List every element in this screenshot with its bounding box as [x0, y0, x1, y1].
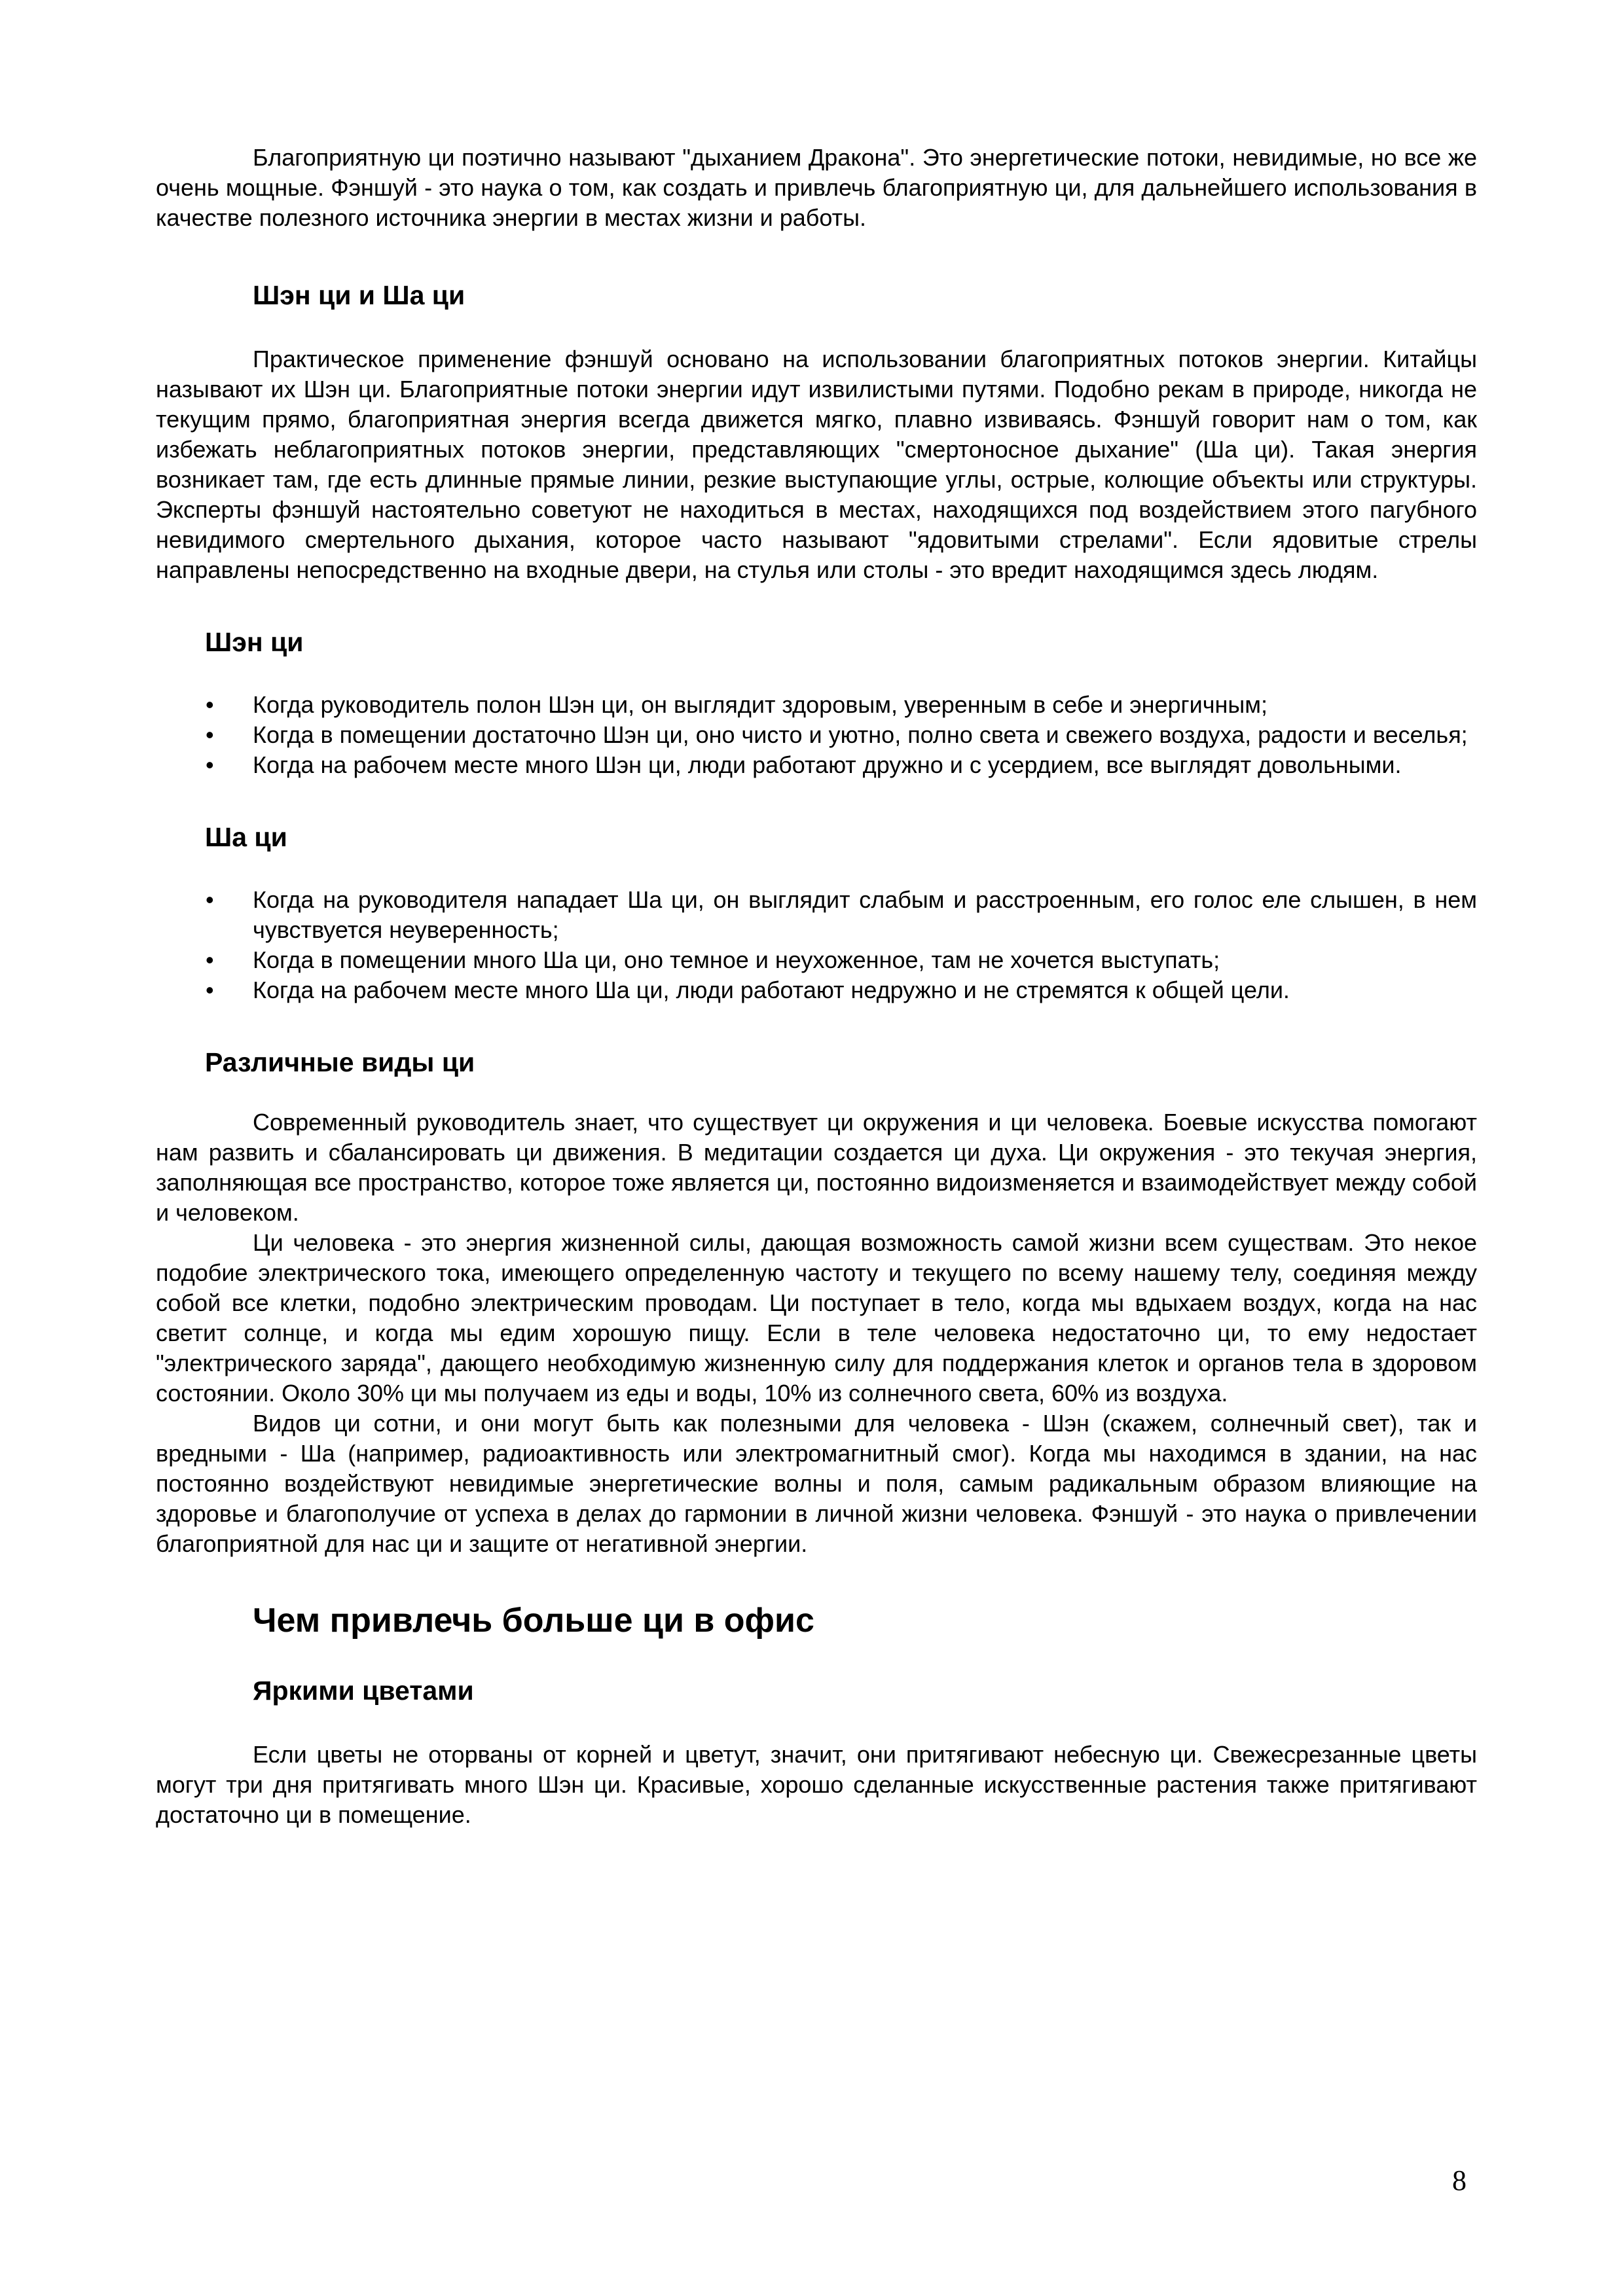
- list-item: [156, 690, 1477, 720]
- list-item-text: Когда в помещении достаточно Шэн ци, оно чисто и уютно, полно света и свежего воздуха, радости и веселья;: [253, 721, 1468, 748]
- kinds-paragraph-2: Ци человека - это энергия жизненной силы, дающая возможность самой жизни всем существам. Это некое подобие электрического тока, имеющего определенную частоту и текущего по всему нашему телу, соединяя между собой все клетки, подобно электрическим проводам. Ци поступает в тело, когда мы вдыхаем воздух, когда на нас светит солнце, и когда мы едим хорошую пищу. Если в теле человека недостаточно ци, то ему недостает "электрического заряда", дающего необходимую жизненную силу для поддержания клеток и органов тела в здоровом состоянии. Около 30% ци мы получаем из еды и воды, 10% из солнечного света, 60% из воздуха.: [156, 1229, 1477, 1407]
- kinds-paragraph-3: Видов ци сотни, и они могут быть как полезными для человека - Шэн (скажем, солнечный свет), так и вредными - Ша (например, радиоактивность или электромагнитный смог). Когда мы находимся в здании, на нас постоянно воздействуют невидимые энергетические волны и поля, самым радикальным образом влияющие на здоровье и благополучие от успеха в делах до гармонии в личной жизни человека. Фэншуй - это наука о привлечении благоприятной для нас ци и защите от негативной энергии.: [156, 1410, 1477, 1557]
- list-item: [156, 975, 1477, 1005]
- bullet-icon: •: [206, 977, 214, 1003]
- page-content: [156, 143, 1477, 1830]
- bullet-icon: •: [206, 886, 214, 913]
- heading-shen: Шэн ци: [205, 627, 304, 657]
- page-number: 8: [1452, 2164, 1467, 2197]
- heading-sha: Ша ци: [205, 822, 287, 852]
- bullet-icon: •: [206, 751, 214, 778]
- bullet-icon: •: [206, 946, 214, 973]
- heading-kinds: Различные виды ци: [205, 1047, 475, 1077]
- list-item-text: Когда на руководителя нападает Ша ци, он выглядит слабым и расстроенным, его голос еле слышен, в нем чувствуется неуверенность;: [253, 886, 1477, 943]
- list-item-text: Когда в помещении много Ша ци, оно темное и неухоженное, там не хочется выступать;: [253, 946, 1220, 973]
- kinds-paragraph-1: Современный руководитель знает, что существует ци окружения и ци человека. Боевые искусства помогают нам развить и сбалансировать ци движения. В медитации создается ци духа. Ци окружения - это текучая энергия, заполняющая все пространство, которое тоже является ци, постоянно видоизменяется и взаимодействует между собой и человеком.: [156, 1109, 1477, 1226]
- bullet-icon: •: [206, 691, 214, 718]
- bullet-icon: •: [206, 721, 214, 748]
- list-item-text: Когда на рабочем месте много Шэн ци, люди работают дружно и с усердием, все выглядят довольными.: [253, 751, 1402, 778]
- list-item: [156, 885, 1477, 945]
- sha-list: [156, 885, 1477, 1005]
- list-item: [156, 945, 1477, 975]
- kinds-text: [156, 1107, 1477, 1559]
- shen-sha-paragraph: Практическое применение фэншуй основано на использовании благоприятных потоков энергии. Китайцы называют их Шэн ци. Благоприятные потоки энергии идут извилистыми путями. Подобно рекам в природе, никогда не текущим прямо, благоприятная энергия всегда движется мягко, плавно извиваясь. Фэншуй говорит нам о том, как избежать неблагоприятных потоков энергии, представляющих "смертоносное дыхание" (Ша ци). Такая энергия возникает там, где есть длинные прямые линии, резкие выступающие углы, острые, колющие объекты или структуры. Эксперты фэншуй настоятельно советуют не находиться в местах, находящихся под воздействием этого пагубного невидимого смертельного дыхания, которое часто называют "ядовитыми стрелами". Если ядовитые стрелы направлены непосредственно на входные двери, на стулья или столы - это вредит находящимся здесь людям.: [156, 346, 1477, 583]
- list-item: [156, 720, 1477, 750]
- shen-list: [156, 690, 1477, 780]
- list-item: [156, 750, 1477, 780]
- colors-paragraph: Если цветы не оторваны от корней и цветут, значит, они притягивают небесную ци. Свежесрезанные цветы могут три дня притягивать много Шэн ци. Красивые, хорошо сделанные искусственные растения также притягивают достаточно ци в помещение.: [156, 1741, 1477, 1828]
- list-item-text: Когда руководитель полон Шэн ци, он выглядит здоровым, уверенным в себе и энергичным;: [253, 691, 1268, 718]
- list-item-text: Когда на рабочем месте много Ша ци, люди работают недружно и не стремятся к общей цели.: [253, 977, 1290, 1003]
- intro-paragraph: Благоприятную ци поэтично называют "дыханием Дракона". Это энергетические потоки, невидимые, но все же очень мощные. Фэншуй - это наука о том, как создать и привлечь благоприятную ци, для дальнейшего использования в качестве полезного источника энергии в местах жизни и работы.: [156, 144, 1477, 231]
- heading-shen-sha: Шэн ци и Ша ци: [253, 280, 465, 310]
- heading-bright-colors: Яркими цветами: [253, 1676, 474, 1706]
- heading-office: Чем привлечь больше ци в офис: [253, 1602, 814, 1640]
